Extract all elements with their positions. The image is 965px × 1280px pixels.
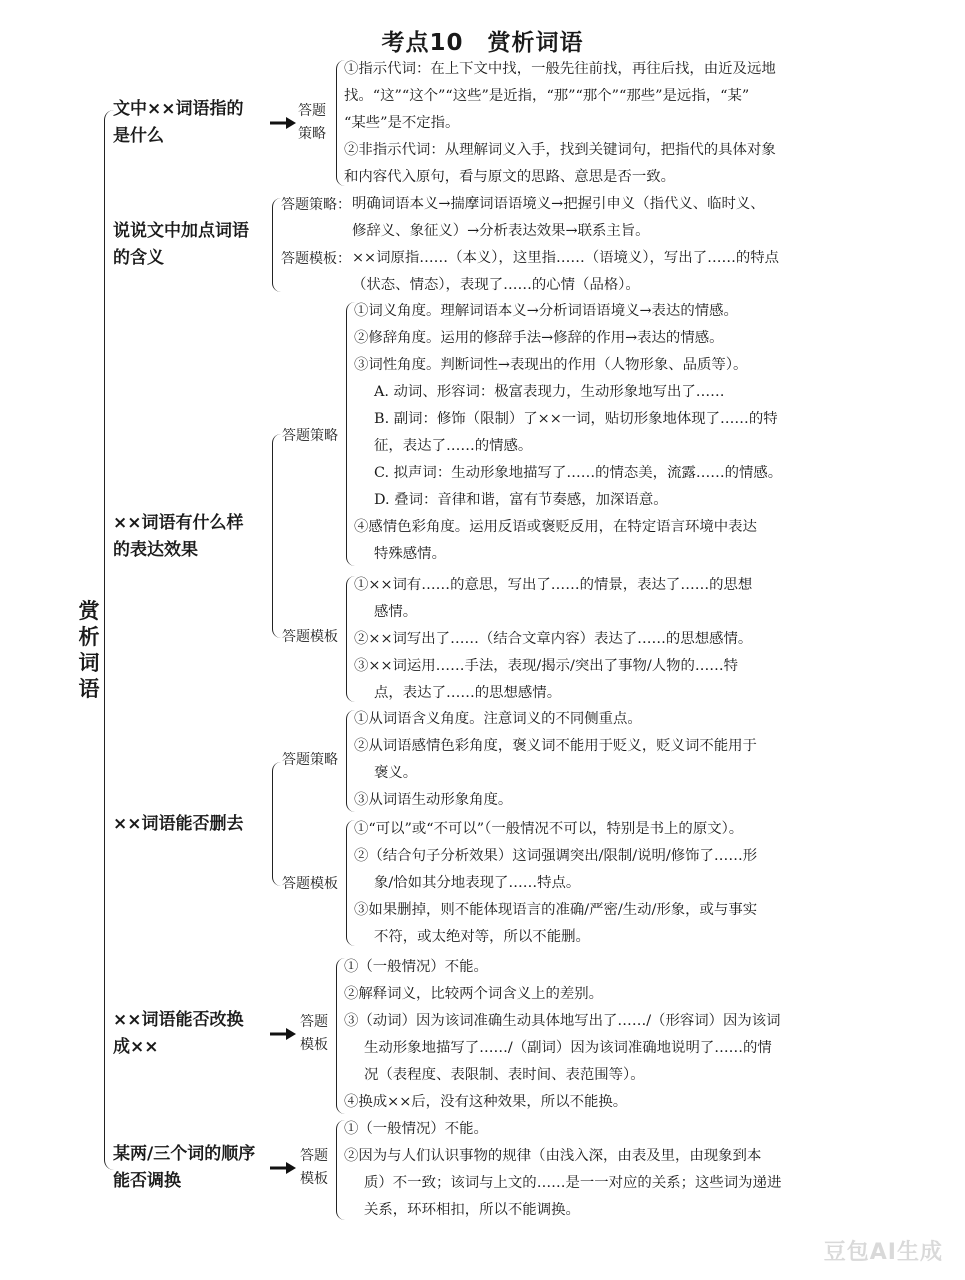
label-6: 答题 模板 (300, 1148, 328, 1187)
label-2b: 答题模板： (281, 251, 351, 267)
content-3a: ①词义角度。理解词语本义→分析词语语境义→表达的情感。 ②修辞角度。运用的修辞手法→修辞的作用→表达的情感。 ③词性角度。判断词性→表现出的作用（人物形象、品质等）。 A. 动词、形容词：极富表现力，生动形象地写出了…… B. 副词：修饰（限制）了××一词，贴切形象地体现了……的特 征，表达了……的情感。 C. 拟声词：生动形象地描写了……的情态美，流露……的情感。 D. 叠词：音律和谐，富有节奏感，加深语意。 ④感情色彩角度。运用反语或褒贬反用，在特定语言环境中表达 特殊感情。 (354, 303, 783, 562)
content-4a: ①从词语含义角度。注意词义的不同侧重点。 ②从词语感情色彩角度，褒义词不能用于贬义，贬义词不能用于 褒义。 ③从词语生动形象角度。 (354, 711, 757, 808)
content-1: ①指示代词：在上下文中找，一般先往前找，再往后找，由近及远地 找。“这”“这个”“这些”是近指，“那”“那个”“那些”是远指，“某” “某些”是不定指。 ②非指示代词：从理解词义入手，找到关键词句，把指代的具体对象 和内容代入原句，看与原文的思路、意思是否一致。 (344, 61, 776, 185)
label-4b: 答题模板 (282, 876, 338, 892)
label-4a: 答题策略 (282, 752, 338, 768)
brace-3 (272, 434, 281, 638)
content-2b: ××词原指……（本义），这里指……（语境义），写出了……的特点 （状态、情态），表现了……的心情（品格）。 (352, 250, 780, 293)
arrow-icon (270, 1028, 296, 1040)
label-3b: 答题模板 (282, 629, 338, 645)
topic-3: ××词语有什么样 的表达效果 (113, 513, 244, 560)
arrow-icon (270, 117, 296, 129)
content-5: ①（一般情况）不能。 ②解释词义，比较两个词含义上的差别。 ③（动词）因为该词准确生动具体地写出了……/（形容词）因为该词 生动形象地描写了……/（副词）因为该词准确地说明了……的情 况（表程度、表限制、表时间、表范围等）。 ④换成××后，没有这种效果，所以不能换。 (344, 959, 781, 1110)
page-title: 考点10 赏析词语 (381, 30, 584, 56)
label-1: 答题 策略 (298, 103, 326, 142)
content-6: ①（一般情况）不能。 ②因为与人们认识事物的规律（由浅入深，由表及里，由现象到本 质）不一致；该词与上文的……是一一对应的关系；这些词为递进 关系，环环相扣，所以不能调换。 (344, 1121, 782, 1218)
label-2a: 答题策略： (281, 197, 351, 213)
topic-5: ××词语能否改换 成×× (113, 1010, 244, 1057)
topic-4: ××词语能否删去 (113, 814, 244, 834)
arrow-icon (270, 1162, 296, 1174)
content-2a: 明确词语本义→揣摩词语语境义→把握引申义（指代义、临时义、 修辞义、象征义）→分析表达效果→联系主旨。 (352, 196, 765, 239)
root-topic: 赏析词语 (78, 599, 100, 701)
content-3b: ①××词有……的意思，写出了……的情景，表达了……的思想 感情。 ②××词写出了……（结合文章内容）表达了……的思想感情。 ③××词运用……手法，表现/揭示/突出了事物/人物的……特 点，表达了……的思想感情。 (354, 577, 753, 701)
label-5: 答题 模板 (300, 1014, 328, 1053)
label-3a: 答题策略 (282, 428, 338, 444)
content-4b: ①“可以”或“不可以”（一般情况不可以，特别是书上的原文）。 ②（结合句子分析效果）这词强调突出/限制/说明/修饰了……形 象/恰如其分地表现了……特点。 ③如果删掉，则不能体现语言的准确/严密/生动/形象，或与事实 不符，或太绝对等，所以不能删。 (354, 821, 758, 945)
brace-4 (272, 762, 281, 886)
topic-1: 文中××词语指的 是什么 (113, 99, 244, 146)
topic-6: 某两/三个词的顺序 能否调换 (113, 1144, 256, 1191)
brace-2 (272, 198, 281, 292)
topic-2: 说说文中加点词语 的含义 (113, 221, 249, 268)
watermark-logo: 豆包AI生成 (823, 1240, 943, 1265)
